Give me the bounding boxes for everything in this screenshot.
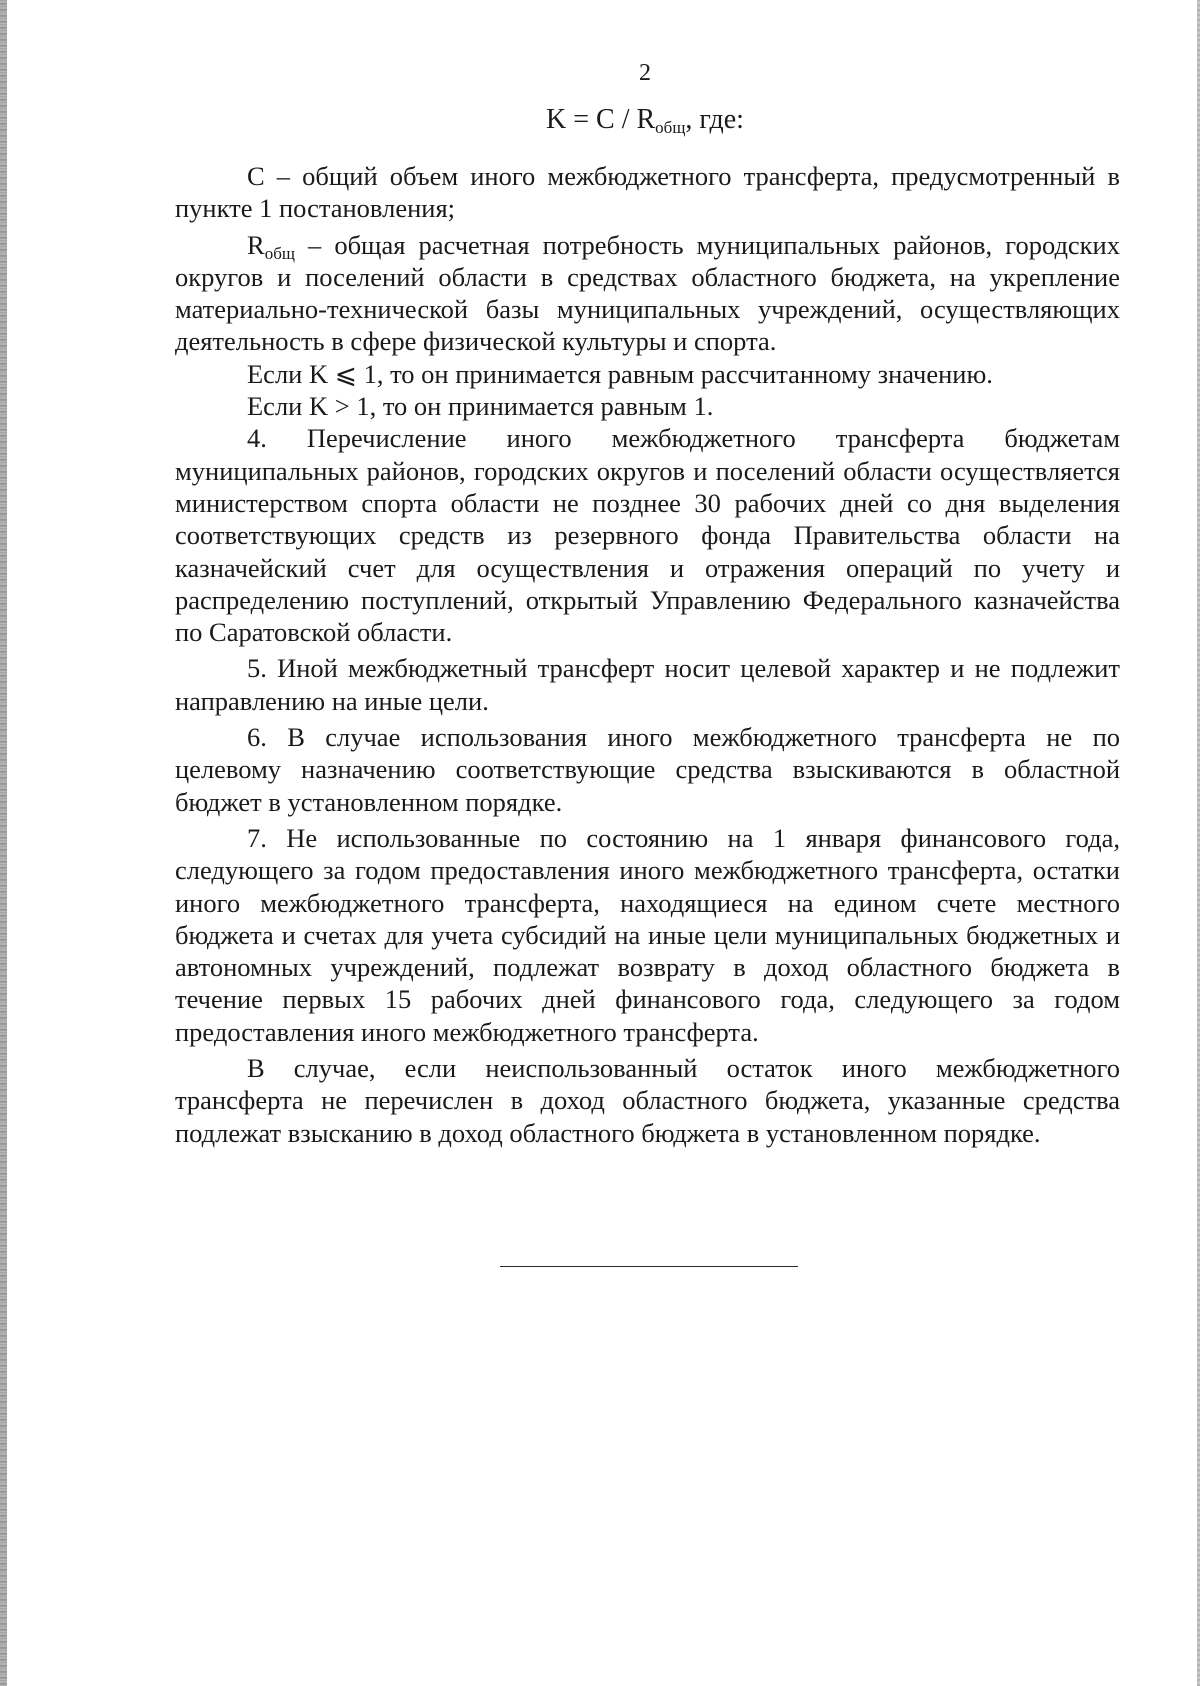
formula-rhs: , где: [685,104,744,135]
paragraph-k-le-1: Если K ⩽ 1, то он принимается равным рассчитанному значению. [247,358,993,389]
formula-lhs: K = C / R [546,104,656,135]
paragraph-item-7: 7. Не использованные по состоянию на 1 января финансового года, следующего за годом предоставления иного межбюджетного трансферта, остатки иного межбюджетного трансферта, находящиеся на едином счете местного бюджета и счетах для учета субсидий на иные цели муниципальных бюджетных и автономных учреждений, подлежат возврату в доход областного бюджета в течение первых 15 рабочих дней финансового года, следующего за годом предоставления иного межбюджетного трансферта. [175,822,1120,1047]
paragraph-remainder: В случае, если неиспользованный остаток иного межбюджетного трансферта не перечислен в доход областного бюджета, указанные средства подлежат взысканию в доход областного бюджета в установленном порядке. [175,1053,1120,1148]
document-body [175,160,1120,1149]
paragraph-c-definition: С – общий объем иного межбюджетного трансферта, предусмотренный в пункте 1 постановления; [175,161,1120,224]
page-number: 2 [639,60,651,86]
r-symbol: R [247,229,265,260]
paragraph-item-4: 4. Перечисление иного межбюджетного трансферта бюджетам муниципальных районов, городских округов и поселений области осуществляется министерством спорта области не позднее 30 рабочих дней со дня выделения соответствующих средств из резервного фонда Правительства области на казначейский счет для осуществления и отражения операций по учету и распределению поступлений, открытый Управлению Федерального казначейства по Саратовской области. [175,423,1120,648]
paragraph-r-definition [175,229,1120,358]
r-subscript: общ [264,243,295,263]
r-definition-text: – общая расчетная потребность муниципальных районов, городских округов и поселений области в средствах областного бюджета, на укрепление материально-технической базы муниципальных учреждений, осуществляющих деятельность в сфере физической культуры и спорта. [175,229,1120,357]
formula-subscript: общ [655,118,686,137]
paragraph-item-5: 5. Иной межбюджетный трансферт носит целевой характер и не подлежит направлению на иные цели. [175,653,1120,716]
paragraph-item-6: 6. В случае использования иного межбюджетного трансферта не по целевому назначению соответствующие средства взыскиваются в областной бюджет в установленном порядке. [175,722,1120,817]
paragraph-k-gt-1: Если K > 1, то он принимается равным 1. [247,391,714,422]
separator-line [500,1266,798,1267]
scan-edge-left [0,0,7,1686]
formula [0,104,1200,138]
